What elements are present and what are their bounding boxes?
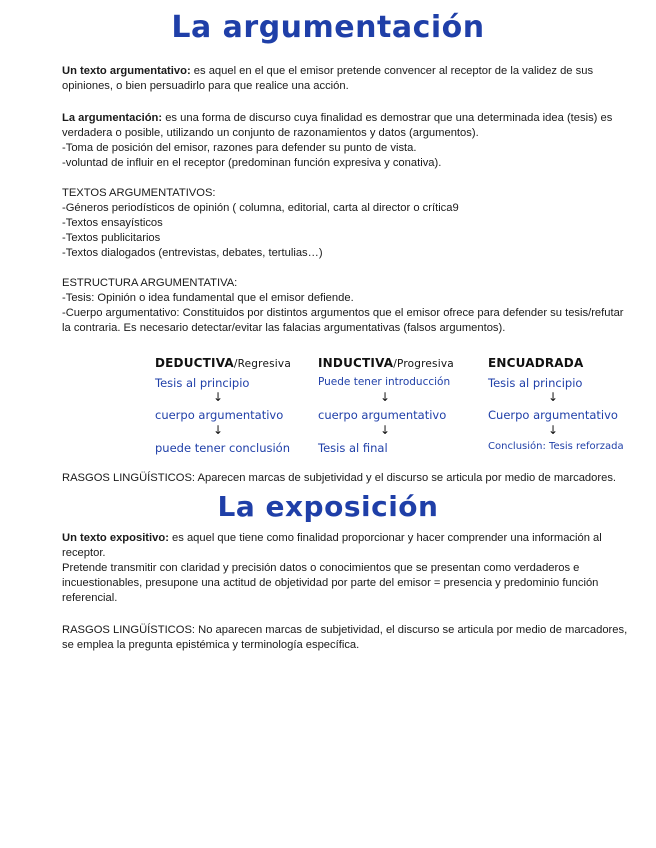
diagram-step: Tesis al principio	[488, 376, 583, 390]
rasgos-linguisticos-exposicion	[62, 623, 632, 653]
arrow-down-icon: ↓	[548, 423, 559, 437]
list-item: -Textos ensayísticos	[62, 217, 163, 229]
definition-paragraph	[62, 531, 632, 561]
title-exposicion: La exposición	[217, 490, 439, 523]
diagram-heading	[488, 356, 583, 370]
paragraph: RASGOS LINGÜÍSTICOS: No aparecen marcas de subjetividad, el discurso se articula por medio de marcadores, se emplea la pregunta epistémica y terminología específica.	[62, 624, 628, 651]
list-item: -Cuerpo argumentativo: Constituidos por distintos argumentos que el emisor ofrece para defender su tesis/refutar la contraria. Es necesario detectar/evitar las falacias argumentativas (falsos argumentos).	[62, 307, 624, 334]
arrow-down-icon: ↓	[213, 390, 224, 404]
diagram-heading-text: INDUCTIVA	[318, 356, 394, 370]
arrow-down-icon: ↓	[380, 390, 391, 404]
definition-text: es aquel que tiene como finalidad proporcionar y hacer comprender una información al receptor.	[62, 532, 602, 559]
diagram-step: Tesis al principio	[155, 376, 250, 390]
diagram-heading-text: DEDUCTIVA	[155, 356, 234, 370]
title-argumentacion: La argumentación	[171, 10, 485, 45]
list-item: -Tesis: Opinión o idea fundamental que el emisor defiende.	[62, 292, 354, 304]
diagram-step: Puede tener introducción	[318, 376, 451, 388]
definition-text: es una forma de discurso cuya finalidad es demostrar que una determinada idea (tesis) es verdadera o posible, utilizando un conjunto de razonamientos y datos (argumentos).	[62, 112, 613, 139]
diagram-heading	[155, 356, 291, 370]
diagram-step: cuerpo argumentativo	[155, 408, 284, 422]
rasgos-linguisticos-argumentacion	[62, 471, 632, 486]
definition-texto-expositivo	[62, 531, 632, 606]
diagram-step: Cuerpo argumentativo	[488, 408, 618, 422]
section-heading: TEXTOS ARGUMENTATIVOS:	[62, 187, 216, 199]
section-estructura-argumentativa	[62, 276, 632, 336]
term-label: La argumentación:	[62, 112, 163, 124]
arrow-down-icon: ↓	[548, 390, 559, 404]
arrow-down-icon: ↓	[380, 423, 391, 437]
list-item: -voluntad de influir en el receptor (predominan función expresiva y conativa).	[62, 157, 442, 169]
diagram-subheading: /Progresiva	[393, 358, 454, 370]
diagram-heading-text: ENCUADRADA	[488, 356, 584, 370]
paragraph: RASGOS LINGÜÍSTICOS: Aparecen marcas de subjetividad y el discurso se articula por medio de marcadores.	[62, 472, 617, 484]
definition-paragraph	[62, 111, 632, 141]
diagram-heading	[318, 356, 454, 370]
section-textos-argumentativos	[62, 186, 632, 261]
term-label: Un texto argumentativo:	[62, 65, 191, 77]
list-item: -Textos dialogados (entrevistas, debates, tertulias…)	[62, 247, 323, 259]
arrow-down-icon: ↓	[213, 423, 224, 437]
diagram-step: puede tener conclusión	[155, 441, 290, 455]
diagram-step: cuerpo argumentativo	[318, 408, 447, 422]
list-item: -Géneros periodísticos de opinión ( columna, editorial, carta al director o crítica9	[62, 202, 459, 214]
paragraph: Pretende transmitir con claridad y precisión datos o conocimientos que se presentan como verdaderos e incuestionables, presupone una actitud de objetividad por parte del emisor = presencia y predominio función referencial.	[62, 562, 599, 604]
list-item: -Textos publicitarios	[62, 232, 161, 244]
list-item: -Toma de posición del emisor, razones para defender su punto de vista.	[62, 142, 417, 154]
definition-paragraph	[62, 64, 632, 94]
diagram-subheading: /Regresiva	[233, 358, 291, 370]
diagram-step: Conclusión: Tesis reforzada	[488, 441, 624, 452]
section-heading: ESTRUCTURA ARGUMENTATIVA:	[62, 277, 238, 289]
definition-texto-argumentativo	[62, 64, 632, 94]
definition-argumentacion	[62, 111, 632, 171]
term-label: Un texto expositivo:	[62, 532, 169, 544]
definition-text: es aquel en el que el emisor pretende convencer al receptor de la validez de sus opiniones, o bien persuadirlo para que realice una acción.	[62, 65, 594, 92]
diagram-step: Tesis al final	[318, 441, 388, 455]
